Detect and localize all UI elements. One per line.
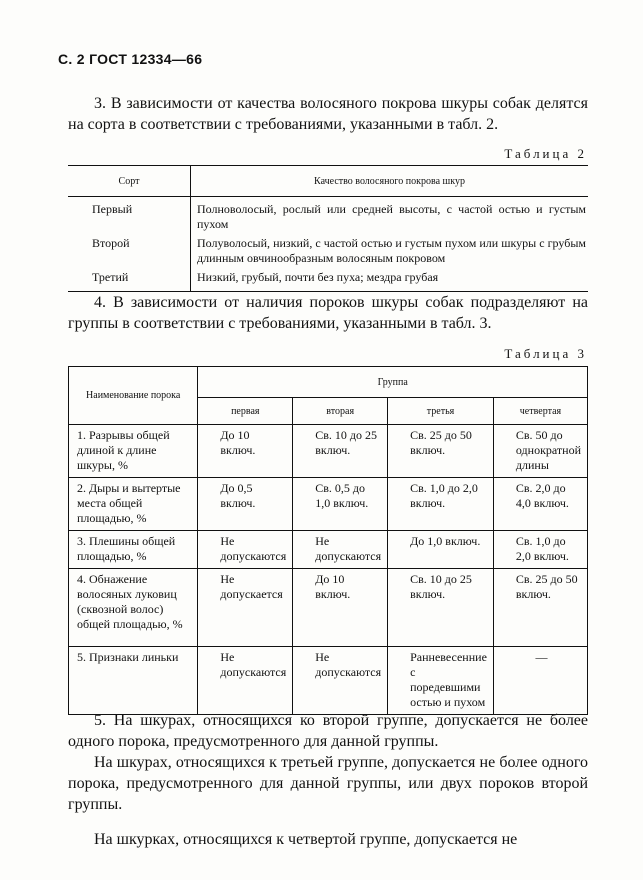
paragraph-5c [68,829,588,850]
table-2-quality-cell: Полноволосый, рослый или средней высоты, с частой остью и густым пухом [197,202,586,231]
group-value: Св. 10 до 25 включ. [293,425,388,478]
defect-name: 2. Дыры и вытертые места общей площадью, % [69,478,198,531]
group-value: Не допускаются [198,647,293,715]
paragraph-5b-text: На шкурах, относящихся к третьей группе, допускается не более одного порока, предусмотренного для данной группы, или двух пороков второй группы. [68,754,588,813]
group-value: Св. 25 до 50 включ. [388,425,494,478]
defect-name: 3. Плешины общей площадью, % [69,531,198,569]
paragraph-5a [68,710,588,752]
group-value: Св. 25 до 50 включ. [493,569,587,647]
table-3-header-group: Группа [198,367,588,398]
group-value: Св. 10 до 25 включ. [388,569,494,647]
table-2-quality-cell: Низкий, грубый, почти без пуха; мездра грубая [197,270,439,284]
paragraph-5c-text: На шкурках, относящихся к четвертой группе, допускается не [94,831,518,848]
table-2-header-sort: Сорт [118,175,140,187]
group-value: Не допускается [198,569,293,647]
paragraph-5a-text: 5. На шкурах, относящихся ко второй группе, допускается не более одного порока, предусмотренного для данной группы. [68,712,588,750]
group-value: До 10 включ. [293,569,388,647]
page-header: С. 2 ГОСТ 12334—66 [58,51,203,67]
group-value: Св. 2,0 до 4,0 включ. [493,478,587,531]
table-3-header-name: Наименование порока [69,367,198,425]
table-3-label: Таблица 3 [504,346,587,361]
defect-name: 4. Обнажение волосяных луковиц (сквозной волос) общей площадью, % [69,569,198,647]
group-value: Св. 1,0 до 2,0 включ. [493,531,587,569]
table-3-group-1: первая [198,398,293,425]
group-value: Не допускаются [293,647,388,715]
group-value: Св. 0,5 до 1,0 включ. [293,478,388,531]
paragraph-4 [68,292,588,334]
group-value: — [493,647,587,715]
table-row [69,478,588,531]
table-row [69,647,588,715]
defect-name: 5. Признаки линьки [69,647,198,715]
table-2-sort-cell: Первый [92,202,133,216]
group-value: До 1,0 включ. [388,531,494,569]
table-2-sort-cell: Второй [92,236,130,250]
group-value: Не допускаются [198,531,293,569]
group-value: До 0,5 включ. [198,478,293,531]
paragraph-3 [68,93,588,135]
group-value: Не допускаются [293,531,388,569]
table-3-group-2: вторая [293,398,388,425]
table-3-group-4: четвертая [493,398,587,425]
table-2 [68,165,588,292]
group-value: Св. 50 до однократной длины [493,425,587,478]
table-row [69,425,588,478]
table-2-sort-cell: Третий [92,270,129,284]
paragraph-5b [68,752,588,815]
table-2-quality-cell: Полуволосый, низкий, с частой остью и густым пухом или шкуры с грубым длинным овчинообразным волосяным покровом [197,236,586,265]
table-3 [68,366,588,715]
group-value: Ранневесенние с поредевшими остью и пухом [388,647,494,715]
group-value: Св. 1,0 до 2,0 включ. [388,478,494,531]
table-2-header-quality: Качество волосяного покрова шкур [190,166,588,196]
table-row [69,531,588,569]
paragraph-4-text: 4. В зависимости от наличия пороков шкуры собак подразделяют на группы в соответствии с требованиями, указанными в табл. 3. [68,294,588,332]
group-value: До 10 включ. [198,425,293,478]
paragraph-3-text: 3. В зависимости от качества волосяного покрова шкуры собак делятся на сорта в соответствии с требованиями, указанными в табл. 2. [68,95,588,133]
table-2-label: Таблица 2 [504,146,587,161]
table-3-group-3: третья [388,398,494,425]
table-row [69,569,588,647]
defect-name: 1. Разрывы общей длиной к длине шкуры, % [69,425,198,478]
